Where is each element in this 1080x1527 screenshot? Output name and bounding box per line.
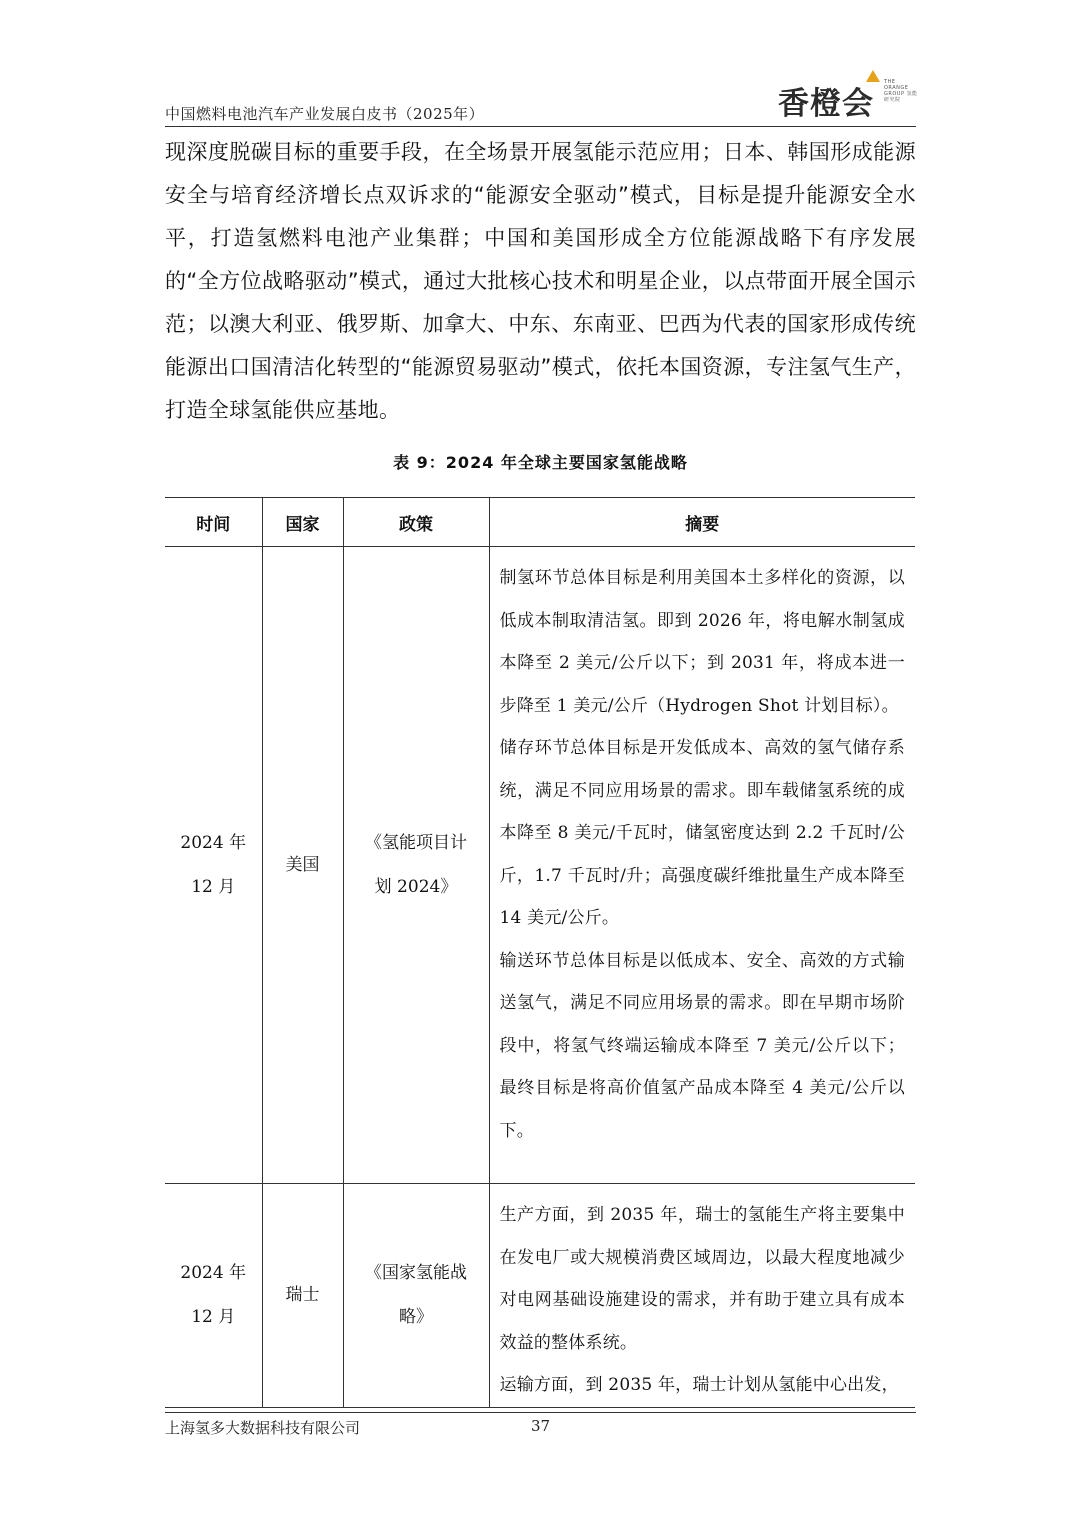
brand-logo: [778, 70, 918, 122]
policy-cell: [343, 547, 489, 1184]
time-line: 2024 年: [180, 833, 247, 853]
table-caption: 表 9：2024 年全球主要国家氢能战略: [393, 453, 688, 472]
summary-paragraph: 储存环节总体目标是开发低成本、高效的氢气储存系统，满足不同应用场景的需求。即车载储氢系统的成本降至 8 美元/千瓦时，储氢密度达到 2.2 千瓦时/公斤，1.7 千瓦时/升；高强度碳纤维批量生产成本降至 14 美元/公斤。: [499, 738, 905, 928]
time-line: 12 月: [191, 877, 236, 897]
footer-company: 上海氢多大数据科技有限公司: [165, 1419, 361, 1437]
header-divider: [165, 126, 916, 127]
table-row: [165, 1184, 915, 1408]
page-number: 37: [531, 1417, 551, 1435]
summary-paragraph: 输送环节总体目标是以低成本、安全、高效的方式输送氢气，满足不同应用场景的需求。即在早期市场阶段中，将氢气终端运输成本降至 7 美元/公斤以下；最终目标是将高价值氢产品成本降至 4 美元/公斤以下。: [499, 950, 905, 1141]
time-line: 12 月: [191, 1307, 236, 1328]
header-title: 中国燃料电池汽车产业发展白皮书（2025年）: [165, 105, 485, 123]
column-header-time: 时间: [165, 498, 262, 547]
country-cell: 瑞士: [262, 1184, 343, 1408]
summary-cell: [489, 547, 915, 1184]
policy-line: 《氢能项目计: [365, 833, 467, 853]
time-cell: [165, 547, 262, 1184]
policy-cell: [343, 1184, 489, 1408]
column-header-policy: 政策: [343, 498, 489, 547]
country-cell: 美国: [262, 547, 343, 1184]
logo-subtext: THE ORANGE GROUP 氢能研究院: [884, 79, 918, 103]
column-header-country: 国家: [262, 498, 343, 547]
summary-paragraph: 生产方面，到 2035 年，瑞士的氢能生产将主要集中在发电厂或大规模消费区域周边，以最大程度地减少对电网基础设施建设的需求，并有助于建立具有成本效益的整体系统。: [499, 1205, 905, 1353]
table-header-row: [165, 498, 915, 547]
table-row: [165, 547, 915, 1184]
summary-cell: [489, 1184, 915, 1408]
time-line: 2024 年: [180, 1263, 247, 1284]
footer-divider: [165, 1412, 916, 1413]
logo-text: 香橙会: [778, 86, 874, 122]
time-cell: [165, 1184, 262, 1408]
policy-line: 划 2024》: [374, 877, 458, 897]
column-header-summary: 摘要: [489, 498, 915, 547]
body-paragraph: 现深度脱碳目标的重要手段，在全场景开展氢能示范应用；日本、韩国形成能源安全与培育经济增长点双诉求的“能源安全驱动”模式，目标是提升能源安全水平，打造氢燃料电池产业集群；中国和美国形成全方位能源战略下有序发展的“全方位战略驱动”模式，通过大批核心技术和明星企业，以点带面开展全国示范；以澳大利亚、俄罗斯、加拿大、中东、东南亚、巴西为代表的国家形成传统能源出口国清洁化转型的“能源贸易驱动”模式，依托本国资源，专注氢气生产，打造全球氢能供应基地。: [165, 140, 916, 422]
strategy-table: [165, 497, 915, 1408]
policy-line: 略》: [399, 1307, 433, 1328]
policy-line: 《国家氢能战: [365, 1263, 467, 1284]
summary-paragraph: 制氢环节总体目标是利用美国本土多样化的资源，以低成本制取清洁氢。即到 2026 年，将电解水制氢成本降至 2 美元/公斤以下；到 2031 年，将成本进一步降至 1 美元/公斤（Hydrogen Shot 计划目标）。: [499, 568, 905, 716]
summary-paragraph: 运输方面，到 2035 年，瑞士计划从氢能中心出发，: [499, 1375, 899, 1395]
logo-mark-icon: [866, 70, 880, 82]
